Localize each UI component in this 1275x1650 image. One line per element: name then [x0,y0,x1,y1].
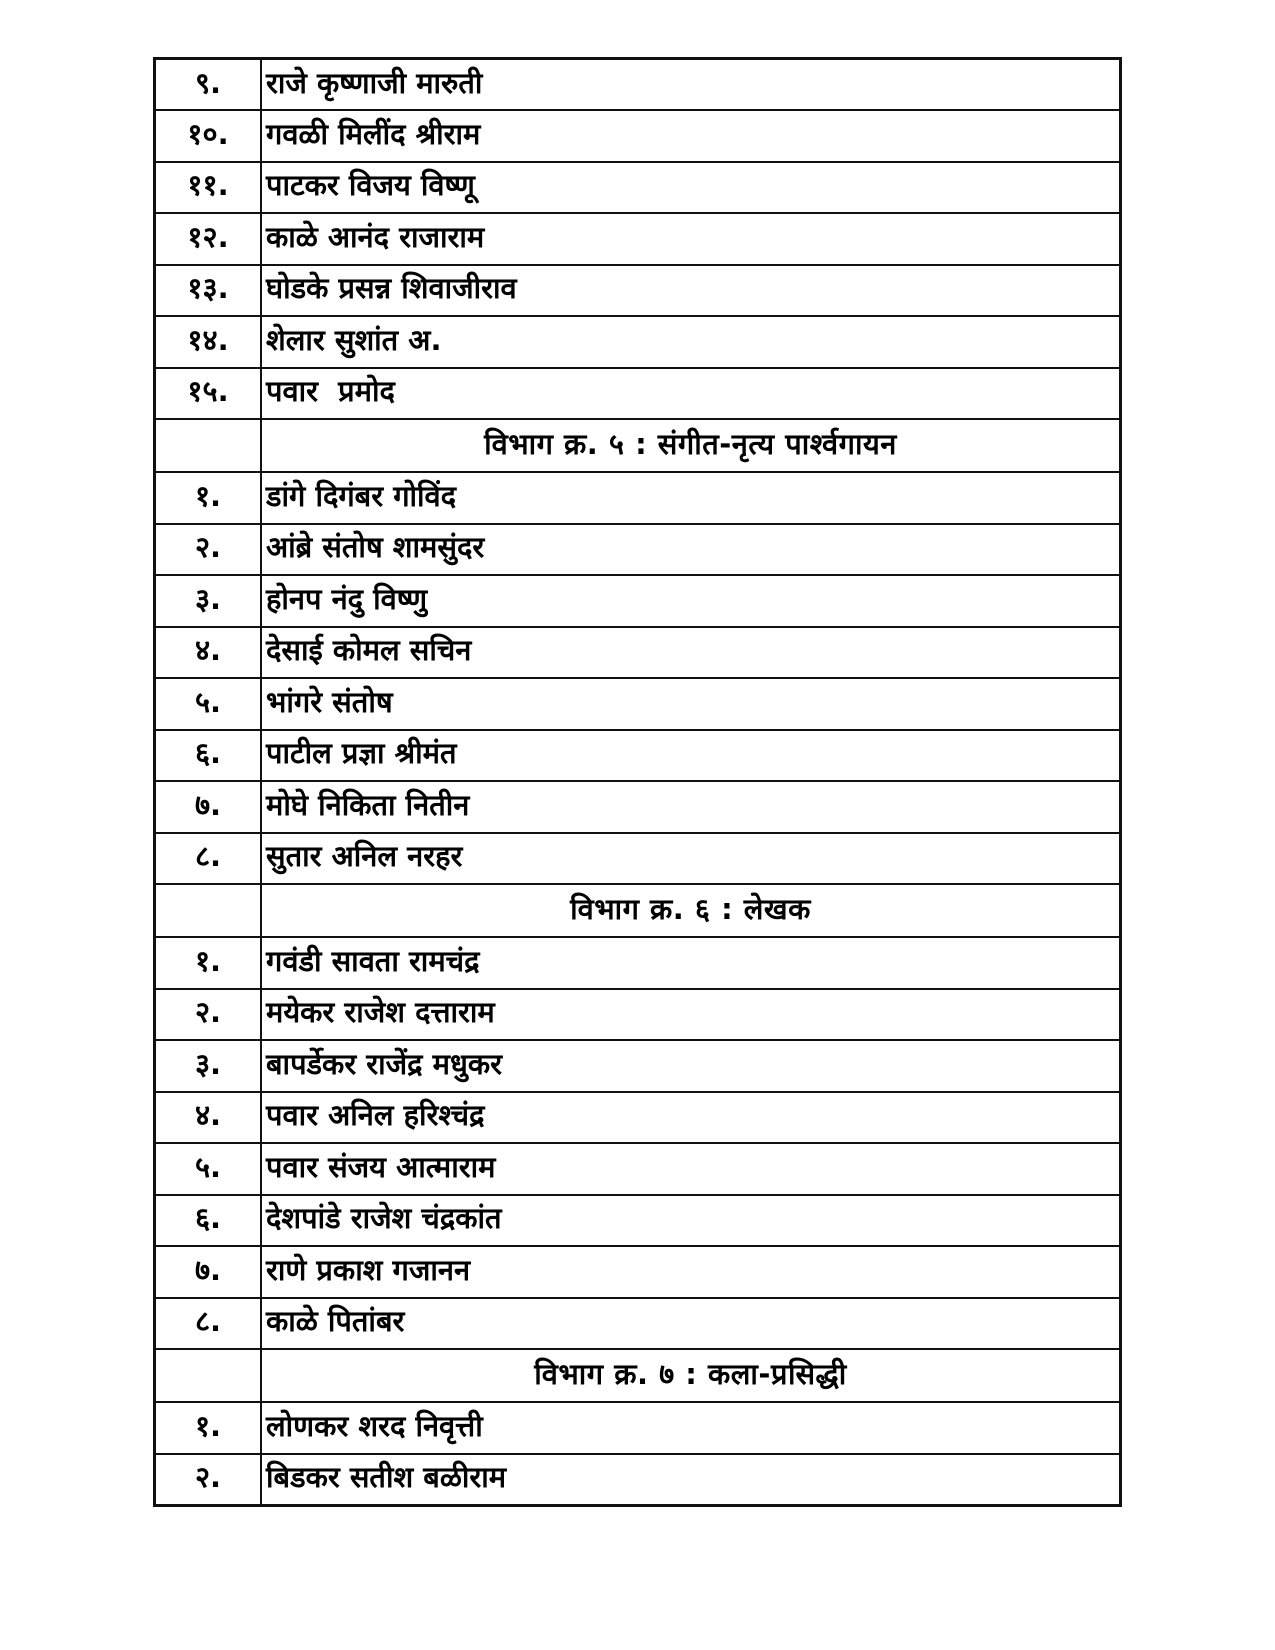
row-number: ११. [155,162,262,214]
row-name: होनप नंदु विष्णु [261,575,1121,627]
row-name: देशपांडे राजेश चंद्रकांत [261,1195,1121,1247]
row-name: मोघे निकिता नितीन [261,781,1121,833]
table-row [155,472,1121,524]
table-row [155,162,1121,214]
section-header-row [155,884,1121,937]
row-number: १३. [155,265,262,317]
row-number: ९. [155,59,262,111]
table-row [155,213,1121,265]
row-name: पवार प्रमोद [261,368,1121,420]
row-number: १. [155,937,262,989]
row-name: काळे पितांबर [261,1298,1121,1350]
table-row [155,1246,1121,1298]
table-row [155,1143,1121,1195]
row-number: २. [155,989,262,1041]
section-header-row [155,1349,1121,1402]
row-name: आंब्रे संतोष शामसुंदर [261,524,1121,576]
table-row [155,316,1121,368]
row-number: ७. [155,1246,262,1298]
table-row [155,265,1121,317]
row-number: ३. [155,1040,262,1092]
row-number: १. [155,472,262,524]
section-header-title: विभाग क्र. ६ : लेखक [261,884,1121,937]
table-row [155,781,1121,833]
table-row [155,730,1121,782]
section-header-empty-cell [155,419,262,472]
table-row [155,1040,1121,1092]
row-number: ८. [155,833,262,885]
table-row [155,524,1121,576]
table-row [155,368,1121,420]
row-number: ३. [155,575,262,627]
row-name: सुतार अनिल नरहर [261,833,1121,885]
row-name: गवळी मिलींद श्रीराम [261,110,1121,162]
row-name: पाटील प्रज्ञा श्रीमंत [261,730,1121,782]
row-name: भांगरे संतोष [261,678,1121,730]
row-number: १०. [155,110,262,162]
row-name: डांगे दिगंबर गोविंद [261,472,1121,524]
row-name: घोडके प्रसन्न शिवाजीराव [261,265,1121,317]
row-name: बिडकर सतीश बळीराम [261,1454,1121,1506]
row-number: ६. [155,730,262,782]
table-row [155,1298,1121,1350]
section-header-row [155,419,1121,472]
table-row [155,1195,1121,1247]
row-name: मयेकर राजेश दत्ताराम [261,989,1121,1041]
row-name: पवार अनिल हरिश्चंद्र [261,1092,1121,1144]
table-row [155,1454,1121,1506]
row-name: काळे आनंद राजाराम [261,213,1121,265]
row-number: १. [155,1402,262,1454]
table-row [155,575,1121,627]
row-name: देसाई कोमल सचिन [261,627,1121,679]
row-name: शेलार सुशांत अ. [261,316,1121,368]
row-name: राजे कृष्णाजी मारुती [261,59,1121,111]
table-row [155,937,1121,989]
table-row [155,110,1121,162]
row-number: १२. [155,213,262,265]
row-name: बापर्डेकर राजेंद्र मधुकर [261,1040,1121,1092]
roster-table [153,57,1122,1507]
roster-table-body [155,59,1121,1506]
row-number: ४. [155,1092,262,1144]
row-name: गवंडी सावता रामचंद्र [261,937,1121,989]
row-name: पाटकर विजय विष्णू [261,162,1121,214]
section-header-title: विभाग क्र. ७ : कला-प्रसिद्धी [261,1349,1121,1402]
row-number: १५. [155,368,262,420]
table-row [155,1092,1121,1144]
row-number: ४. [155,627,262,679]
table-row [155,59,1121,111]
row-number: ८. [155,1298,262,1350]
row-number: २. [155,1454,262,1506]
row-number: ७. [155,781,262,833]
row-number: १४. [155,316,262,368]
row-number: ५. [155,1143,262,1195]
row-number: २. [155,524,262,576]
row-number: ५. [155,678,262,730]
table-row [155,989,1121,1041]
row-number: ६. [155,1195,262,1247]
row-name: राणे प्रकाश गजानन [261,1246,1121,1298]
row-name: पवार संजय आत्माराम [261,1143,1121,1195]
section-header-title: विभाग क्र. ५ : संगीत-नृत्य पार्श्वगायन [261,419,1121,472]
row-name: लोणकर शरद निवृत्ती [261,1402,1121,1454]
section-header-empty-cell [155,1349,262,1402]
table-row [155,833,1121,885]
table-row [155,1402,1121,1454]
section-header-empty-cell [155,884,262,937]
table-row [155,627,1121,679]
table-row [155,678,1121,730]
